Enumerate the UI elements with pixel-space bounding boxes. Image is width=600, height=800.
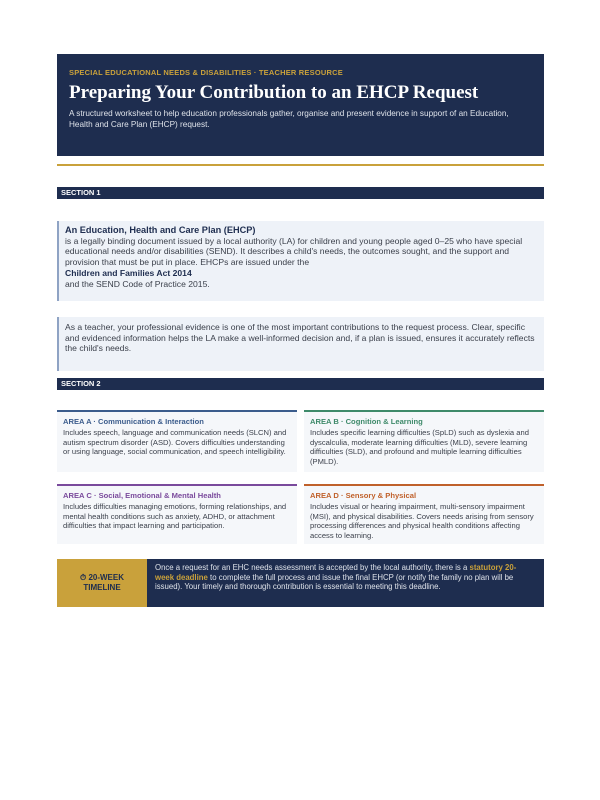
page-title: Preparing Your Contribution to an EHCP Request bbox=[69, 82, 479, 103]
timeline-badge bbox=[57, 559, 147, 607]
area-c-card bbox=[57, 484, 297, 544]
area-a-card bbox=[57, 410, 297, 472]
timeline-text-before: Once a request for an EHC needs assessment is accepted by the local authority, there is a bbox=[155, 563, 470, 572]
definition-text: is a legally binding document issued by a local authority (LA) for children and young people aged 0–25 who have special educational needs and/or disabilities (SEND). It describes a child's needs, the outcomes sought, and the support and provision that must be put in place. EHCPs are issued under the bbox=[65, 235, 523, 267]
gold-divider bbox=[57, 164, 544, 166]
area-b-title: AREA B · Cognition & Learning bbox=[310, 417, 423, 426]
area-c-title: AREA C · Social, Emotional & Mental Health bbox=[63, 491, 221, 500]
area-a-text: Includes speech, language and communication needs (SLCN) and autism spectrum disorder (ASD). Covers difficulties understanding or using language, social communication, and speech intelligibility. bbox=[63, 428, 287, 457]
clock-icon: ⏱ 20-WEEK bbox=[79, 573, 125, 582]
ehcp-definition-callout bbox=[57, 221, 544, 301]
timeline-banner bbox=[57, 559, 544, 607]
document-header bbox=[57, 54, 544, 156]
teacher-importance-callout bbox=[57, 317, 544, 371]
area-c-text: Includes difficulties managing emotions, forming relationships, and mental health conditions such as anxiety, ADHD, or attachment difficulties that impact learning and participation. bbox=[63, 502, 287, 531]
section-2-bar: SECTION 2 bbox=[57, 378, 544, 390]
timeline-badge-label: TIMELINE bbox=[83, 583, 121, 592]
definition-term: An Education, Health and Care Plan (EHCP) bbox=[65, 225, 256, 235]
importance-text: As a teacher, your professional evidence is one of the most important contributions to the request process. Clear, specific and evidenced information helps the LA make a well-informed decision and, if a plan is issued, ensures it accurately reflects the child's needs. bbox=[65, 322, 535, 354]
header-eyebrow: SPECIAL EDUCATIONAL NEEDS & DISABILITIES · TEACHER RESOURCE bbox=[69, 68, 343, 77]
area-a-title: AREA A · Communication & Interaction bbox=[63, 417, 204, 426]
area-b-card bbox=[304, 410, 544, 472]
area-d-title: AREA D · Sensory & Physical bbox=[310, 491, 417, 500]
area-d-card bbox=[304, 484, 544, 544]
header-subtitle: A structured worksheet to help education professionals gather, organise and present evidence in support of an Education, Health and Care Plan (EHCP) request. bbox=[69, 109, 509, 129]
timeline-text-after: to complete the full process and issue the final EHCP (or notify the family no plan will be issued). Your timely and thorough contribution is essential to meeting this deadline. bbox=[155, 572, 514, 592]
timeline-deadline: statutory 20-week deadline bbox=[155, 563, 517, 582]
timeline-text bbox=[155, 563, 535, 592]
definition-act: Children and Families Act 2014 bbox=[65, 268, 192, 279]
section-1-bar: SECTION 1 bbox=[57, 187, 544, 199]
area-d-text: Includes visual or hearing impairment, multi-sensory impairment (MSI), and physical disabilities. Covers needs arising from sensory processing differences and physical health conditions affecting access to learning. bbox=[310, 502, 534, 540]
area-b-text: Includes specific learning difficulties (SpLD) such as dyslexia and dyscalculia, moderate learning difficulties (MLD), severe learning difficulties (SLD), and profound and multiple learning difficulties (PMLD). bbox=[310, 428, 529, 466]
definition-tail: and the SEND Code of Practice 2015. bbox=[65, 278, 210, 289]
